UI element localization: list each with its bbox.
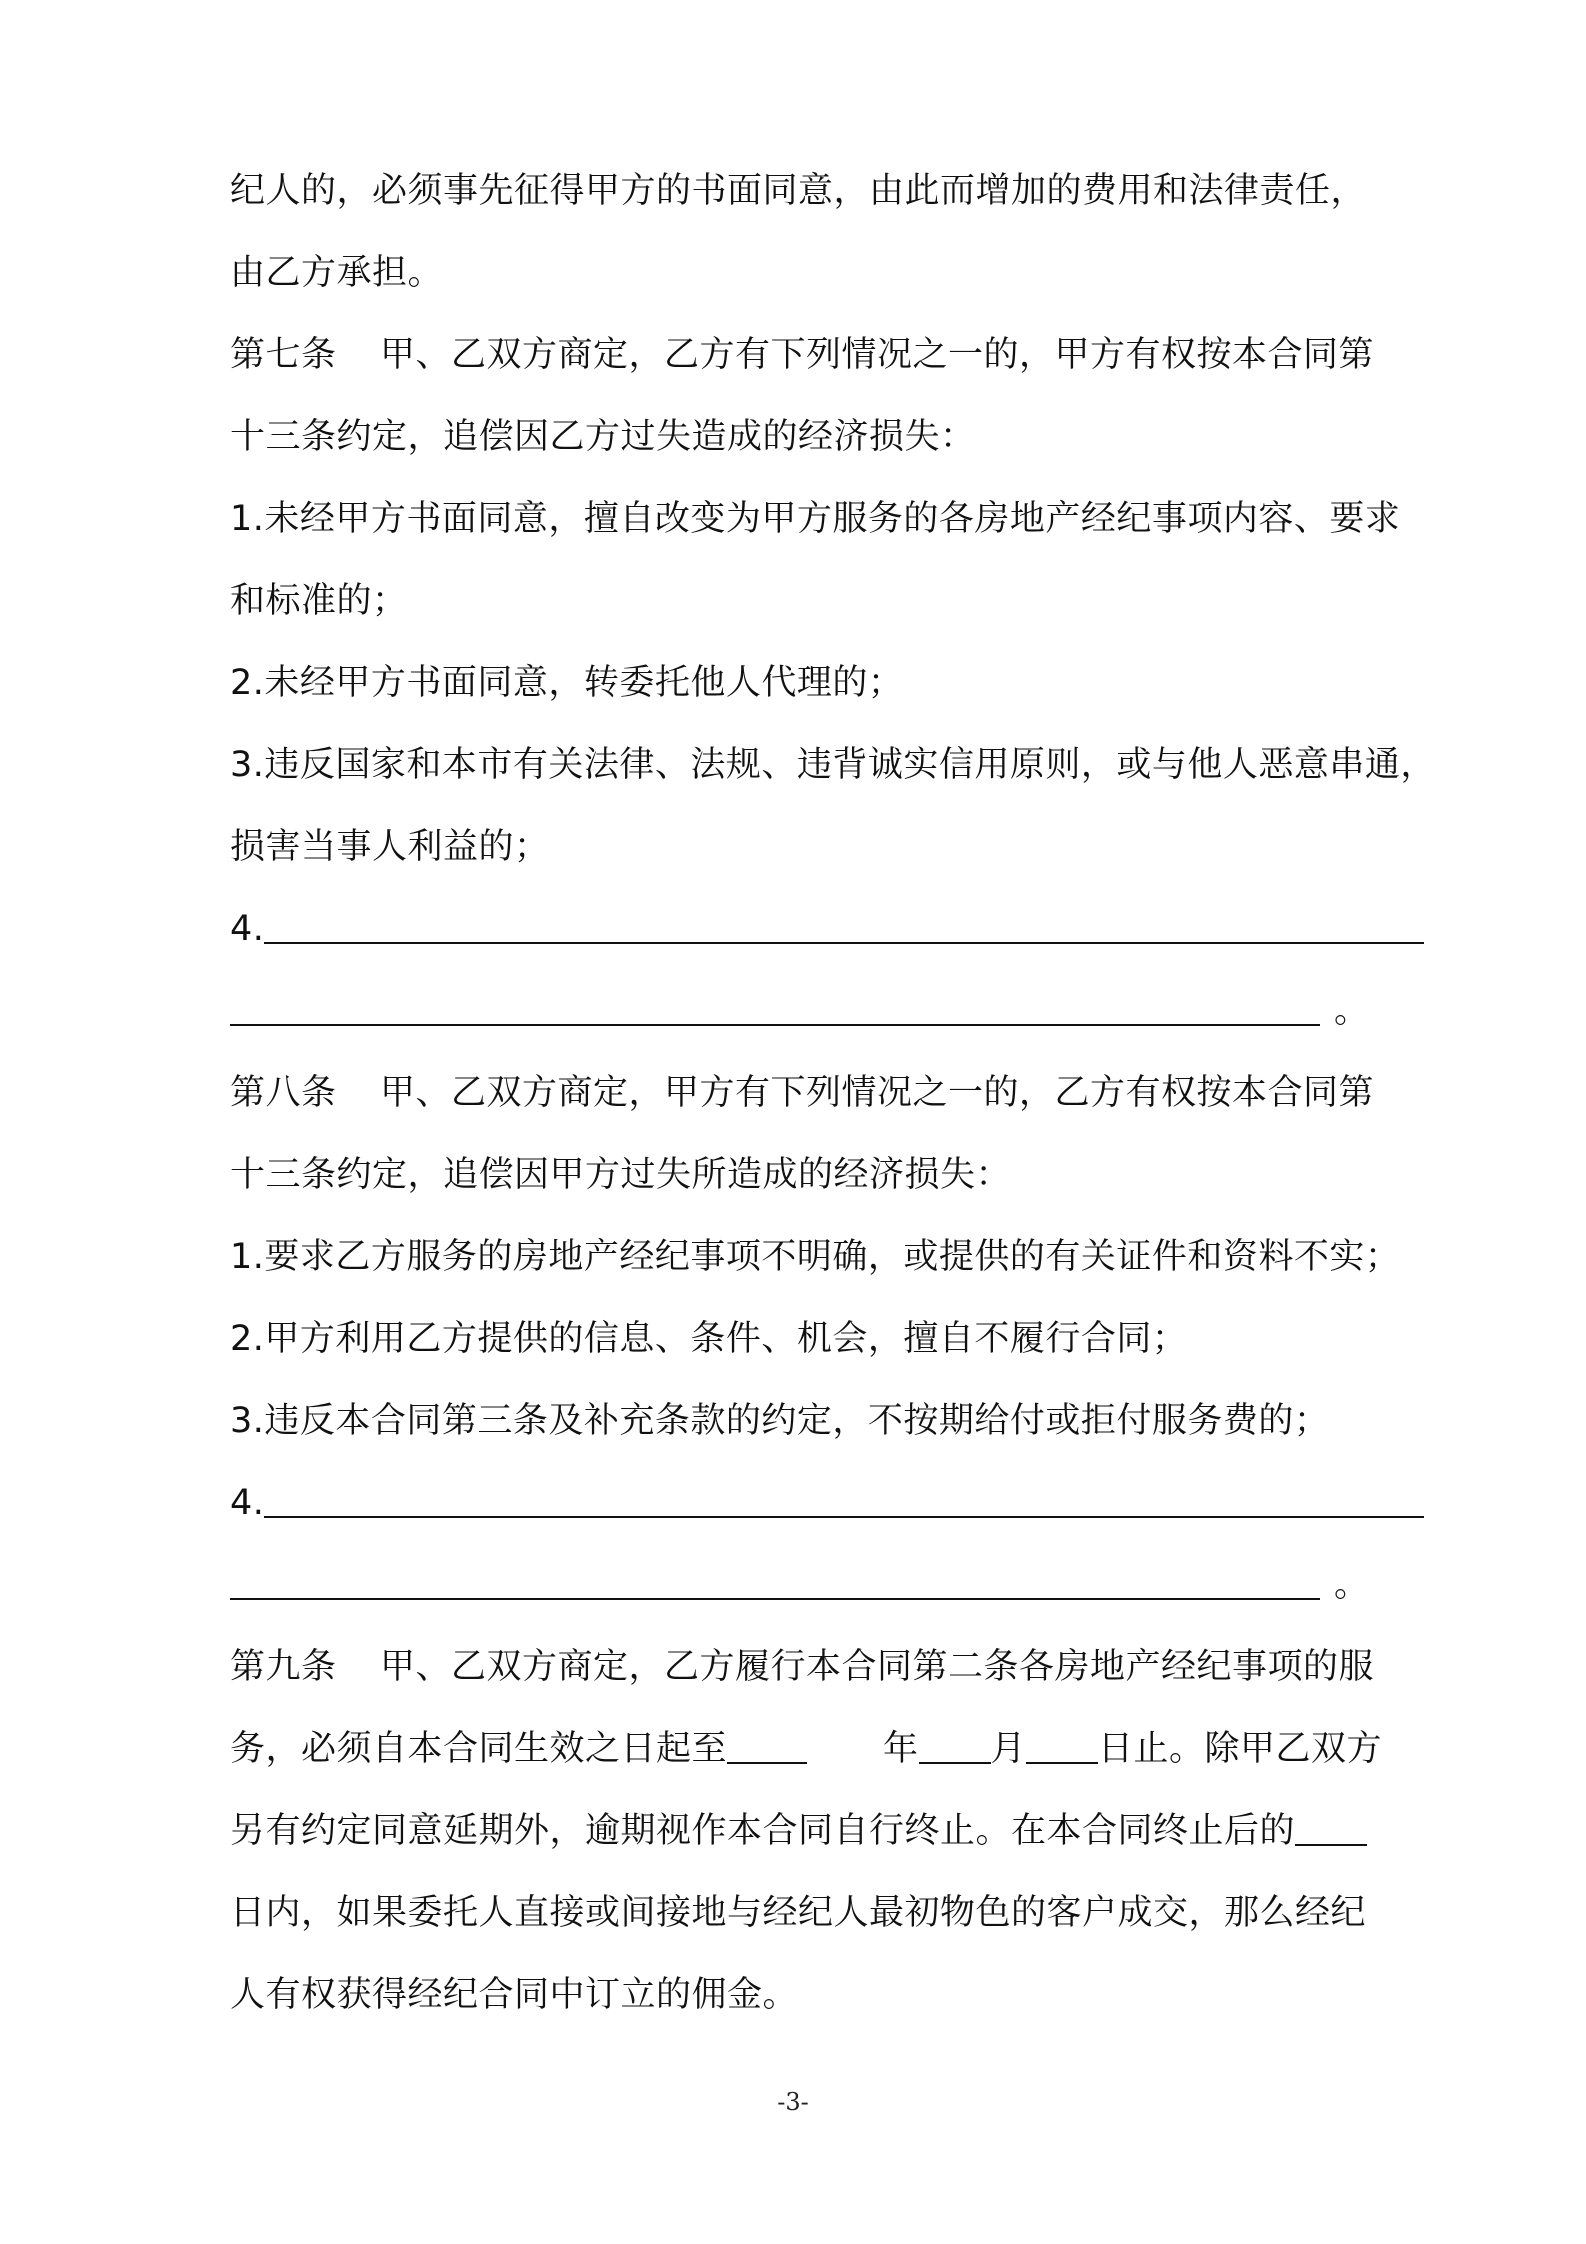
text-line <box>230 150 1440 232</box>
paragraph-text: 纪人的，必须事先征得甲方的书面同意，由此而增加的费用和法律责任， <box>230 171 1367 211</box>
list-item-text: 3.违反本合同第三条及补充条款的约定，不按期给付或拒付服务费的； <box>230 1401 1330 1441</box>
month-blank[interactable] <box>919 1732 991 1764</box>
text-line <box>230 232 1440 314</box>
article-7-item-3-cont <box>230 806 1440 888</box>
article-8-line-1 <box>230 1052 1440 1134</box>
paragraph-text: 由乙方承担。 <box>230 253 444 293</box>
list-item-text: 3.违反国家和本市有关法律、法规、违背诚实信用原则，或与他人恶意串通， <box>230 745 1436 785</box>
document-body <box>230 150 1440 2036</box>
article-9-line-4 <box>230 1872 1440 1954</box>
fill-in-blank[interactable] <box>264 1486 1424 1518</box>
article-9-heading: 第九条 <box>230 1647 337 1687</box>
day-blank[interactable] <box>1026 1732 1098 1764</box>
article-8-item-2 <box>230 1298 1440 1380</box>
article-7-heading: 第七条 <box>230 335 337 375</box>
paragraph-text: 十三条约定，追偿因甲方过失所造成的经济损失： <box>230 1155 1012 1195</box>
article-8-item-4-cont <box>230 1544 1440 1626</box>
article-9-line-2 <box>230 1708 1440 1790</box>
end-mark: 。 <box>1334 991 1370 1031</box>
article-7-item-4 <box>230 888 1440 970</box>
article-8-line-2 <box>230 1134 1440 1216</box>
year-blank[interactable] <box>727 1732 807 1764</box>
article-7-item-3 <box>230 724 1440 806</box>
article-9-line-5 <box>230 1954 1440 2036</box>
days-blank[interactable] <box>1295 1814 1367 1846</box>
paragraph-text: 务，必须自本合同生效之日起至 <box>230 1729 728 1769</box>
fill-in-blank[interactable] <box>230 994 1320 1026</box>
article-7-line-2 <box>230 396 1440 478</box>
article-9-line-1 <box>230 1626 1440 1708</box>
page-number: -3- <box>777 2088 809 2116</box>
paragraph-text: 另有约定同意延期外，逾期视作本合同自行终止。在本合同终止后的 <box>230 1811 1296 1851</box>
paragraph-text: 甲、乙双方商定，乙方履行本合同第二条各房地产经纪事项的服 <box>380 1647 1375 1687</box>
list-item-text: 1.未经甲方书面同意，擅自改变为甲方服务的各房地产经纪事项内容、要求 <box>230 499 1401 539</box>
paragraph-text: 日内，如果委托人直接或间接地与经纪人最初物色的客户成交，那么经纪 <box>230 1893 1367 1933</box>
article-8-heading: 第八条 <box>230 1073 337 1113</box>
fill-in-blank[interactable] <box>264 912 1424 944</box>
fill-in-blank[interactable] <box>230 1568 1320 1600</box>
article-7-line-1 <box>230 314 1440 396</box>
list-item-text: 1.要求乙方服务的房地产经纪事项不明确，或提供的有关证件和资料不实； <box>230 1237 1401 1277</box>
article-8-item-1 <box>230 1216 1440 1298</box>
month-label: 月 <box>990 1729 1027 1769</box>
list-item-number: 4. <box>230 909 265 949</box>
article-7-item-2 <box>230 642 1440 724</box>
paragraph-text: 十三条约定，追偿因乙方过失造成的经济损失： <box>230 417 976 457</box>
list-item-text: 2.甲方利用乙方提供的信息、条件、机会，擅自不履行合同； <box>230 1319 1188 1359</box>
list-item-text: 损害当事人利益的； <box>230 827 550 867</box>
paragraph-text: 甲、乙双方商定，甲方有下列情况之一的，乙方有权按本合同第 <box>380 1073 1375 1113</box>
end-mark: 。 <box>1334 1565 1370 1605</box>
year-label: 年 <box>883 1729 919 1769</box>
paragraph-text: 甲、乙双方商定，乙方有下列情况之一的，甲方有权按本合同第 <box>380 335 1375 375</box>
article-7-item-4-cont <box>230 970 1440 1052</box>
list-item-text: 和标准的； <box>230 581 408 621</box>
paragraph-text: 日止。除甲乙双方 <box>1098 1729 1383 1769</box>
article-7-item-1-cont <box>230 560 1440 642</box>
article-8-item-3 <box>230 1380 1440 1462</box>
paragraph-text: 人有权获得经纪合同中订立的佣金。 <box>230 1975 799 2015</box>
article-9-line-3 <box>230 1790 1440 1872</box>
list-item-number: 4. <box>230 1483 265 1523</box>
list-item-text: 2.未经甲方书面同意，转委托他人代理的； <box>230 663 904 703</box>
article-7-item-1 <box>230 478 1440 560</box>
article-8-item-4 <box>230 1462 1440 1544</box>
